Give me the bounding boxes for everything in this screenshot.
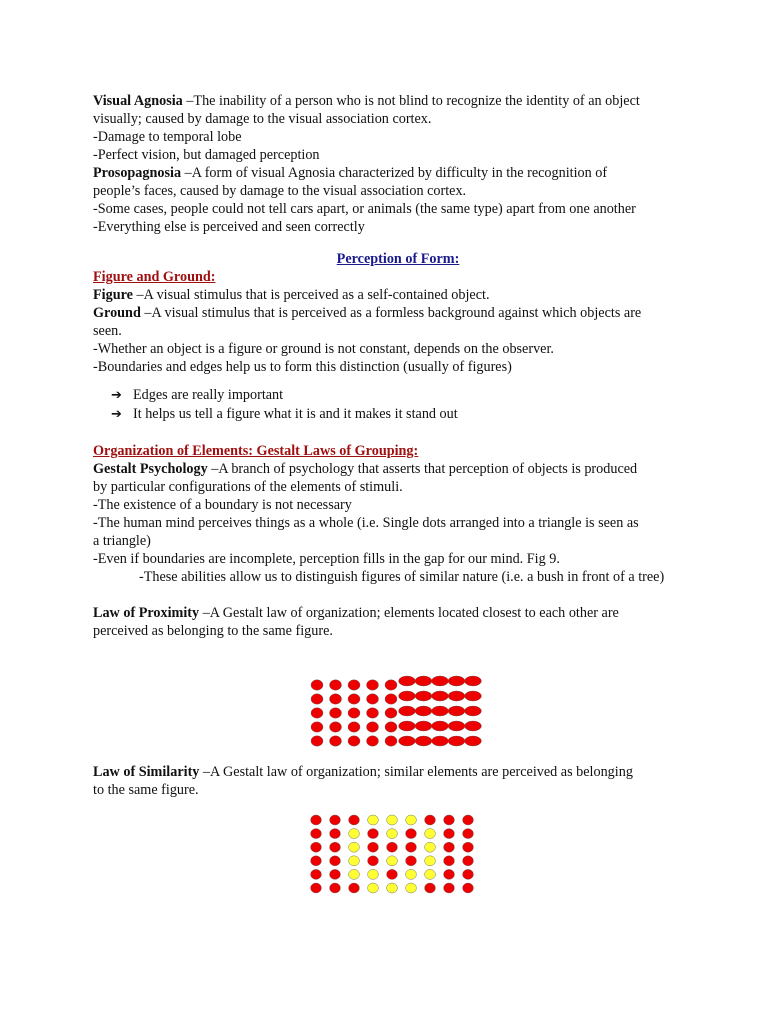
similarity-dot-red bbox=[387, 869, 398, 879]
gestalt-point-cont: a triangle) bbox=[93, 533, 151, 549]
similarity-dot-red bbox=[463, 815, 474, 825]
proximity-dot-left bbox=[367, 722, 379, 732]
proximity-dot-right bbox=[432, 721, 449, 731]
proximity-dot-left bbox=[330, 680, 342, 690]
similarity-dot-red bbox=[311, 883, 322, 893]
gestalt-definition-cont: by particular configurations of the elements of stimuli. bbox=[93, 479, 403, 495]
proximity-dot-right bbox=[399, 676, 416, 686]
similarity-dot-red bbox=[330, 842, 341, 852]
figure-definition: Figure –A visual stimulus that is perceived as a self-contained object. bbox=[93, 287, 490, 303]
similarity-definition-cont: to the same figure. bbox=[93, 782, 199, 798]
gestalt-definition: Gestalt Psychology –A branch of psychology that asserts that perception of objects is produced bbox=[93, 461, 638, 477]
similarity-dot-red bbox=[425, 815, 436, 825]
proximity-dot-left bbox=[330, 694, 342, 704]
gestalt-point: -The human mind perceives things as a whole (i.e. Single dots arranged into a triangle is seen as bbox=[93, 515, 639, 531]
ground-definition: Ground –A visual stimulus that is perceived as a formless background against which objects are bbox=[93, 305, 642, 321]
similarity-dot-red bbox=[387, 842, 398, 852]
term-prosopagnosia: Prosopagnosia bbox=[93, 165, 182, 181]
proximity-dot-right bbox=[448, 706, 465, 716]
proximity-dot-right bbox=[415, 721, 432, 731]
similarity-dot-red bbox=[463, 869, 474, 879]
proximity-dot-right bbox=[399, 691, 416, 701]
document-body bbox=[93, 92, 703, 640]
proximity-dot-right bbox=[448, 721, 465, 731]
similarity-dot-red bbox=[406, 842, 417, 852]
proximity-dot-right bbox=[465, 691, 482, 701]
similarity-dot-yellow bbox=[349, 842, 360, 852]
proximity-dot-right bbox=[432, 691, 449, 701]
agnosia-line-1: Visual Agnosia –The inability of a person who is not blind to recognize the identity of an object bbox=[93, 93, 640, 109]
similarity-dot-red bbox=[463, 856, 474, 866]
proximity-dot-right bbox=[415, 736, 432, 746]
proximity-dot-figure bbox=[305, 674, 485, 748]
proximity-dot-left bbox=[348, 736, 360, 746]
similarity-definition: Law of Similarity –A Gestalt law of organization; similar elements are perceived as belonging bbox=[93, 764, 633, 780]
similarity-dot-red bbox=[330, 856, 341, 866]
similarity-dot-yellow bbox=[368, 883, 379, 893]
similarity-dot-red bbox=[311, 829, 322, 839]
similarity-dot-yellow bbox=[406, 883, 417, 893]
similarity-dot-yellow bbox=[349, 856, 360, 866]
similarity-dot-yellow bbox=[368, 869, 379, 879]
proximity-dot-left bbox=[385, 708, 397, 718]
similarity-dot-red bbox=[311, 856, 322, 866]
form-point: -Whether an object is a figure or ground is not constant, depends on the observer. bbox=[93, 341, 554, 357]
bullet-item: ➔ It helps us tell a figure what it is and it makes it stand out bbox=[111, 406, 458, 422]
proximity-dot-left bbox=[311, 708, 323, 718]
similarity-dot-red bbox=[330, 883, 341, 893]
similarity-dot-red bbox=[406, 856, 417, 866]
similarity-dot-yellow bbox=[425, 856, 436, 866]
proximity-dot-left bbox=[311, 722, 323, 732]
proximity-dot-right bbox=[415, 691, 432, 701]
similarity-dot-yellow bbox=[387, 829, 398, 839]
proximity-dot-left bbox=[385, 722, 397, 732]
proximity-dot-right bbox=[465, 721, 482, 731]
prosopagnosia-line-1: Prosopagnosia –A form of visual Agnosia characterized by difficulty in the recognition of bbox=[93, 165, 608, 181]
agnosia-point: -Everything else is perceived and seen correctly bbox=[93, 219, 365, 235]
similarity-dot-red bbox=[368, 829, 379, 839]
similarity-dot-red bbox=[463, 829, 474, 839]
similarity-dot-figure bbox=[305, 812, 480, 896]
proximity-dot-left bbox=[385, 736, 397, 746]
proximity-dot-left bbox=[367, 708, 379, 718]
similarity-dot-yellow bbox=[349, 829, 360, 839]
proximity-dot-left bbox=[311, 736, 323, 746]
proximity-dot-left bbox=[330, 736, 342, 746]
agnosia-line-2: visually; caused by damage to the visual association cortex. bbox=[93, 111, 432, 127]
proximity-dot-right bbox=[465, 676, 482, 686]
proximity-dot-right bbox=[465, 706, 482, 716]
agnosia-point: -Perfect vision, but damaged perception bbox=[93, 147, 320, 163]
proximity-dot-right bbox=[432, 706, 449, 716]
ground-definition-cont: seen. bbox=[93, 323, 122, 339]
proximity-dot-left bbox=[367, 694, 379, 704]
form-point: -Boundaries and edges help us to form this distinction (usually of figures) bbox=[93, 359, 512, 375]
similarity-dot-yellow bbox=[349, 869, 360, 879]
similarity-dot-red bbox=[349, 883, 360, 893]
proximity-dot-right bbox=[432, 676, 449, 686]
proximity-dot-left bbox=[348, 722, 360, 732]
similarity-dot-red bbox=[330, 815, 341, 825]
similarity-dot-yellow bbox=[425, 842, 436, 852]
similarity-dot-red bbox=[444, 883, 455, 893]
similarity-dot-red bbox=[463, 883, 474, 893]
similarity-dot-red bbox=[311, 842, 322, 852]
similarity-dot-red bbox=[311, 815, 322, 825]
proximity-dot-right bbox=[399, 736, 416, 746]
proximity-dot-left bbox=[311, 694, 323, 704]
gestalt-point: -The existence of a boundary is not necessary bbox=[93, 497, 352, 513]
proximity-dot-right bbox=[399, 706, 416, 716]
proximity-dot-left bbox=[367, 736, 379, 746]
proximity-definition-cont: perceived as belonging to the same figure. bbox=[93, 623, 333, 639]
proximity-dot-left bbox=[348, 680, 360, 690]
similarity-dot-red bbox=[444, 856, 455, 866]
arrow-bullet-icon: ➔ bbox=[111, 407, 122, 422]
heading-figure-and-ground: Figure and Ground: bbox=[93, 269, 216, 285]
agnosia-point: -Damage to temporal lobe bbox=[93, 129, 242, 145]
similarity-dot-red bbox=[406, 829, 417, 839]
similarity-dot-red bbox=[463, 842, 474, 852]
proximity-dot-right bbox=[448, 691, 465, 701]
similarity-dot-red bbox=[425, 883, 436, 893]
gestalt-indented-point: -These abilities allow us to distinguish figures of similar nature (i.e. a bush in front of a tree) bbox=[139, 569, 665, 585]
similarity-dot-red bbox=[330, 869, 341, 879]
similarity-dot-yellow bbox=[387, 815, 398, 825]
proximity-definition: Law of Proximity –A Gestalt law of organization; elements located closest to each other are bbox=[93, 605, 619, 621]
proximity-dot-left bbox=[385, 694, 397, 704]
prosopagnosia-line-2: people’s faces, caused by damage to the visual association cortex. bbox=[93, 183, 467, 199]
proximity-dot-right bbox=[465, 736, 482, 746]
proximity-dot-right bbox=[415, 676, 432, 686]
similarity-dot-yellow bbox=[387, 856, 398, 866]
term-visual-agnosia: Visual Agnosia bbox=[93, 93, 183, 109]
similarity-dot-red bbox=[330, 829, 341, 839]
heading-gestalt-laws: Organization of Elements: Gestalt Laws of Grouping: bbox=[93, 443, 419, 459]
proximity-dot-right bbox=[448, 736, 465, 746]
similarity-dot-yellow bbox=[406, 869, 417, 879]
similarity-section bbox=[93, 763, 703, 799]
similarity-dot-yellow bbox=[368, 815, 379, 825]
proximity-dot-right bbox=[448, 676, 465, 686]
similarity-dot-red bbox=[311, 869, 322, 879]
proximity-dot-left bbox=[348, 708, 360, 718]
similarity-dot-red bbox=[444, 815, 455, 825]
proximity-dot-left bbox=[330, 708, 342, 718]
section-title-perception-of-form: Perception of Form: bbox=[336, 251, 460, 267]
proximity-dot-right bbox=[399, 721, 416, 731]
proximity-dot-left bbox=[385, 680, 397, 690]
bullet-item: ➔ Edges are really important bbox=[111, 387, 284, 403]
similarity-dot-red bbox=[368, 842, 379, 852]
proximity-dot-right bbox=[415, 706, 432, 716]
similarity-dot-red bbox=[349, 815, 360, 825]
arrow-bullet-icon: ➔ bbox=[111, 388, 122, 403]
proximity-dot-left bbox=[367, 680, 379, 690]
similarity-dot-red bbox=[368, 856, 379, 866]
similarity-dot-yellow bbox=[425, 869, 436, 879]
similarity-dot-yellow bbox=[387, 883, 398, 893]
proximity-dot-left bbox=[311, 680, 323, 690]
proximity-dot-left bbox=[330, 722, 342, 732]
similarity-dot-yellow bbox=[425, 829, 436, 839]
proximity-dot-left bbox=[348, 694, 360, 704]
similarity-dot-red bbox=[444, 869, 455, 879]
agnosia-point: -Some cases, people could not tell cars apart, or animals (the same type) apart from one another bbox=[93, 201, 636, 217]
similarity-dot-yellow bbox=[406, 815, 417, 825]
similarity-dot-red bbox=[444, 842, 455, 852]
proximity-dot-right bbox=[432, 736, 449, 746]
similarity-dot-red bbox=[444, 829, 455, 839]
gestalt-point: -Even if boundaries are incomplete, perception fills in the gap for our mind. Fig 9. bbox=[93, 551, 560, 567]
